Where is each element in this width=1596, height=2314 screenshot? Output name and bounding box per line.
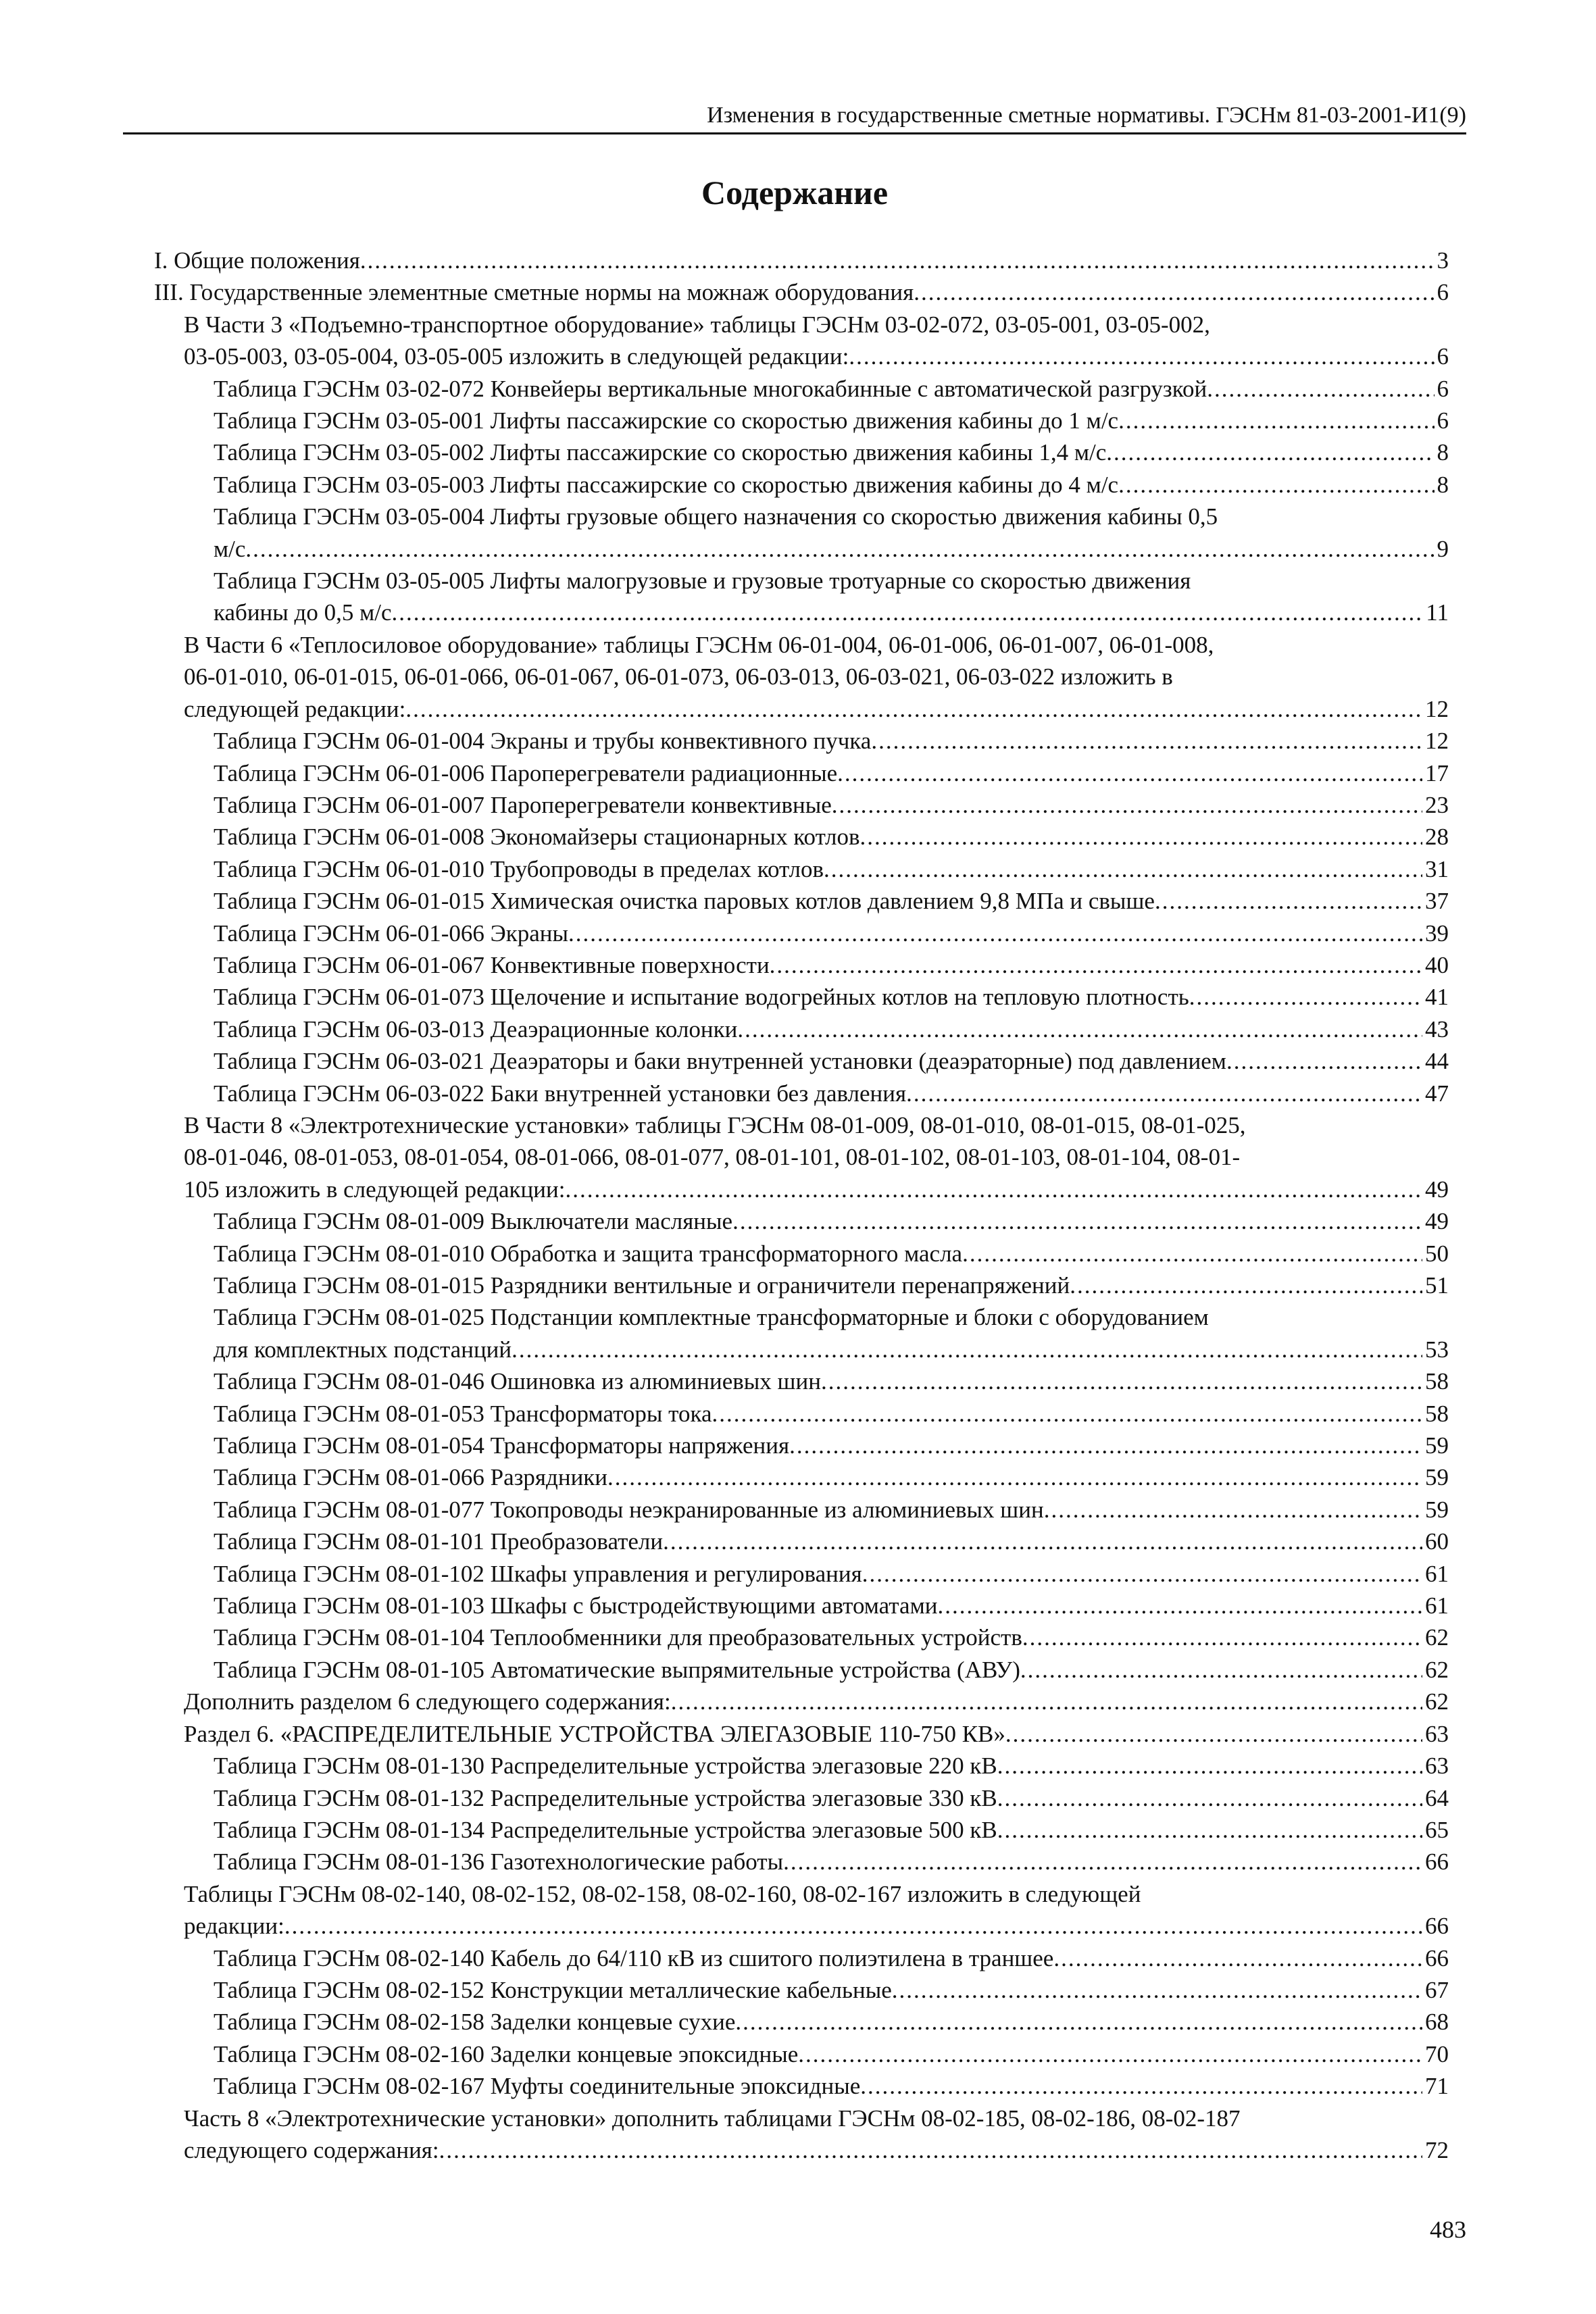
dot-leader [862,1558,1422,1590]
toc-page-number: 58 [1425,1368,1449,1395]
toc-page-number: 9 [1437,535,1449,562]
toc-entry-text: Таблица ГЭСНм 08-02-158 Заделки концевые сухие [214,2009,736,2036]
dot-leader [405,693,1422,725]
toc-entry-line [214,1942,1449,1974]
toc-entry[interactable] [154,565,1449,629]
toc-page-number: 31 [1425,855,1449,882]
toc-entry[interactable] [154,885,1449,917]
toc-entry[interactable] [154,245,1449,276]
toc-entry-line [184,1910,1449,1942]
toc-entry-text: м/с [214,535,246,562]
toc-page-number: 50 [1425,1240,1449,1267]
toc-entry-text: Таблица ГЭСНм 08-01-077 Токопроводы неэкранированные из алюминиевых шин [214,1496,1044,1523]
dot-leader [962,1238,1422,1269]
toc-entry[interactable] [154,1301,1449,1365]
toc-entry[interactable] [154,1205,1449,1237]
toc-entry-text: В Части 8 «Электротехнические установки» таблицы ГЭСНм 08-01-009, 08-01-010, 08-01-015, 08-01-025, [184,1111,1246,1138]
dot-leader [871,725,1422,757]
toc-entry-text: Таблица ГЭСНм 08-01-102 Шкафы управления и регулирования [214,1560,862,1587]
dot-leader [671,1686,1422,1717]
toc-entry-text: Таблица ГЭСНм 03-05-003 Лифты пассажирские со скоростью движения кабины до 4 м/с [214,471,1119,498]
dot-leader [849,341,1434,372]
toc-entry[interactable] [154,629,1449,725]
toc-entry[interactable] [154,821,1449,853]
toc-page-number: 59 [1425,1464,1449,1491]
toc-page-number: 40 [1425,951,1449,978]
toc-entry-text: Таблица ГЭСНм 03-05-002 Лифты пассажирские со скоростью движения кабины 1,4 м/с [214,439,1107,466]
toc-page-number: 66 [1425,1913,1449,1940]
toc-entry-line [214,405,1449,436]
toc-entry-text: Таблица ГЭСНм 08-01-054 Трансформаторы напряжения [214,1432,790,1459]
toc-entry-text: Таблица ГЭСНм 06-01-073 Щелочение и испытание водогрейных котлов на тепловую плотность [214,984,1189,1011]
dot-leader [789,1430,1422,1461]
toc-entry-line [214,949,1449,981]
toc-page-number: 39 [1425,920,1449,947]
toc-entry[interactable] [154,469,1449,501]
toc-page-number: 62 [1425,1656,1449,1683]
toc-entry-line [214,1013,1449,1045]
toc-entry-line [214,1814,1449,1846]
toc-entry[interactable] [154,949,1449,981]
toc-entry-line [214,725,1449,757]
toc-entry[interactable] [154,1461,1449,1493]
toc-entry[interactable] [154,1558,1449,1590]
toc-page-number: 66 [1425,1848,1449,1876]
toc-page-number: 64 [1425,1784,1449,1811]
toc-page-number: 28 [1425,824,1449,851]
toc-entry-line [214,436,1449,468]
toc-page-number: 44 [1425,1048,1449,1075]
toc-entry[interactable] [154,917,1449,949]
dot-leader [860,821,1422,853]
dot-leader [997,1814,1422,1846]
toc-entry-text: Таблица ГЭСНм 06-01-007 Пароперегреватели конвективные [214,791,832,818]
toc-entry-text: Таблица ГЭСНм 08-01-104 Теплообменники для преобразовательных устройств [214,1624,1022,1651]
toc-page-number: 71 [1425,2073,1449,2100]
toc-entry-line [184,1174,1449,1205]
toc-page-number: 61 [1425,1592,1449,1619]
toc-page-number: 58 [1425,1400,1449,1427]
toc-entry-text: Таблица ГЭСНм 08-01-101 Преобразователи [214,1528,664,1555]
dot-leader [1189,981,1422,1013]
toc-entry-line [214,1654,1449,1686]
toc-entry[interactable] [154,1750,1449,1782]
toc-entry-line [214,1238,1449,1269]
dot-leader [997,1750,1422,1782]
toc-page-number: 23 [1425,791,1449,818]
toc-entry-text: Дополнить разделом 6 следующего содержания: [184,1688,671,1715]
toc-entry-line [214,2006,1449,2038]
dot-leader [439,2134,1422,2166]
toc-entry-line [214,1365,1449,1397]
toc-entry[interactable] [154,1238,1449,1269]
dot-leader [737,1013,1422,1045]
page-title: Содержание [701,174,889,211]
toc-entry-text: Таблица ГЭСНм 08-01-053 Трансформаторы тока [214,1400,712,1427]
toc-page-number: 68 [1425,2009,1449,2036]
toc-entry-line [214,533,1449,565]
dot-leader [735,2006,1422,2038]
dot-leader [607,1461,1422,1493]
toc-entry-text: Таблица ГЭСНм 06-03-021 Деаэраторы и баки внутренней установки (деаэраторные) под давлением [214,1048,1226,1075]
toc-page-number: 11 [1426,599,1449,626]
dot-leader [284,1910,1422,1942]
toc-entry-line [214,1045,1449,1077]
toc-entry-line [214,789,1449,821]
toc-page-number: 12 [1425,695,1449,722]
toc-entry[interactable] [154,1590,1449,1621]
toc-entry-line [214,1558,1449,1590]
toc-entry-text: Таблица ГЭСНм 06-01-010 Трубопроводы в пределах котлов [214,855,824,882]
dot-leader [732,1205,1422,1237]
toc-page-number: 66 [1425,1944,1449,1971]
running-header: Изменения в государственные сметные нормативы. ГЭСНм 81-03-2001-И1(9) [707,103,1466,128]
toc-entry[interactable] [154,1013,1449,1045]
dot-leader [1118,469,1434,501]
toc-entry-text: 105 изложить в следующей редакции: [184,1176,566,1203]
toc-entry-text: Таблица ГЭСНм 08-01-134 Распределительные устройства элегазовые 500 кВ [214,1816,997,1843]
toc-entry[interactable] [154,2103,1449,2167]
toc-page-number: 49 [1425,1208,1449,1235]
dot-leader [1022,1621,1422,1653]
toc-entry[interactable] [154,1526,1449,1557]
dot-leader [832,789,1422,821]
toc-entry[interactable] [154,1398,1449,1430]
toc-entry[interactable] [154,981,1449,1013]
toc-entry-line [214,469,1449,501]
toc-entry[interactable] [154,1494,1449,1526]
dot-leader [1207,373,1434,405]
dot-leader [1226,1045,1422,1077]
dot-leader [568,917,1422,949]
dot-leader [824,853,1422,885]
dot-leader [1106,436,1434,468]
toc-entry-text: Таблица ГЭСНм 08-01-046 Ошиновка из алюминиевых шин [214,1368,821,1395]
toc-entry-line [214,981,1449,1013]
toc-page-number: 72 [1425,2136,1449,2163]
toc-entry-text: Таблица ГЭСНм 03-02-072 Конвейеры вертикальные многокабинные с автоматической разгрузкой [214,375,1207,402]
toc-entry-text: Часть 8 «Электротехнические установки» дополнить таблицами ГЭСНм 08-02-185, 08-02-186, 08-02-187 [184,2105,1241,2132]
toc-entry-text: Таблица ГЭСНм 06-01-004 Экраны и трубы конвективного пучка [214,728,872,755]
toc-entry[interactable] [154,1974,1449,2006]
toc-entry[interactable] [154,1782,1449,1814]
dot-leader [245,533,1434,565]
toc-entry-text: Таблица ГЭСНм 06-01-067 Конвективные поверхности [214,951,770,978]
dot-leader [1053,1942,1422,1974]
page-number: 483 [1430,2216,1466,2243]
toc-entry[interactable] [154,1814,1449,1846]
toc-entry-line [214,1974,1449,2006]
toc-page-number: 59 [1425,1496,1449,1523]
toc-entry[interactable] [154,789,1449,821]
toc-page-number: 51 [1425,1272,1449,1299]
toc-entry-text: Таблица ГЭСНм 08-01-132 Распределительные устройства элегазовые 330 кВ [214,1784,997,1811]
dot-leader [1020,1654,1422,1686]
toc-entry-line [214,1269,1449,1301]
toc-entry-text: Таблица ГЭСНм 08-02-160 Заделки концевые эпоксидные [214,2040,799,2067]
dot-leader [937,1590,1422,1621]
toc-entry-text: В Части 6 «Теплосиловое оборудование» таблицы ГЭСНм 06-01-004, 06-01-006, 06-01-007, 06-01-008, [184,631,1214,658]
toc-entry-text: Таблица ГЭСНм 03-05-004 Лифты грузовые общего назначения со скоростью движения кабины 0,5 [214,503,1218,530]
dot-leader [512,1334,1422,1365]
toc-page-number: 3 [1437,247,1449,274]
toc-entry[interactable] [154,373,1449,405]
toc-entry[interactable] [154,436,1449,468]
toc-entry-line [184,1686,1449,1717]
dot-leader [1155,885,1422,917]
toc-entry-line [214,1846,1449,1878]
toc-entry-text: для комплектных подстанций [214,1336,512,1363]
toc-entry-line [184,2134,1449,2166]
toc-entry-line [214,1782,1449,1814]
toc-entry-line [154,276,1449,308]
toc-entry-text: Таблица ГЭСНм 08-01-130 Распределительные устройства элегазовые 220 кВ [214,1753,997,1780]
toc-entry-text: Таблица ГЭСНм 06-03-013 Деаэрационные колонки [214,1015,738,1042]
toc-entry-line [184,693,1449,725]
toc-entry[interactable] [154,1718,1449,1750]
toc-entry-line [214,373,1449,405]
toc-entry-text: следующего содержания: [184,2136,439,2163]
toc-entry-text: Таблица ГЭСНм 06-01-006 Пароперегреватели радиационные [214,759,838,786]
toc-entry-text: Таблица ГЭСНм 06-03-022 Баки внутренней установки без давления [214,1080,907,1107]
toc-entry-text: Таблица ГЭСНм 08-01-103 Шкафы с быстродействующими автоматами [214,1592,938,1619]
toc-entry-line [214,2038,1449,2070]
dot-leader [906,1078,1422,1109]
toc-entry-text: Таблица ГЭСНм 08-01-136 Газотехнологические работы [214,1848,784,1876]
toc-entry-text: Таблица ГЭСНм 03-05-001 Лифты пассажирские со скоростью движения кабины до 1 м/с [214,407,1119,434]
toc-entry[interactable] [154,276,1449,308]
toc-entry-line [214,1430,1449,1461]
toc-page-number: 6 [1437,375,1449,402]
toc-entry-line [214,597,1449,628]
toc-page-number: 60 [1425,1528,1449,1555]
toc-entry-text: 06-01-010, 06-01-015, 06-01-066, 06-01-067, 06-01-073, 06-03-013, 06-03-021, 06-03-022 изложить в [184,663,1173,690]
toc-entry-line [214,1205,1449,1237]
toc-page-number: 17 [1425,759,1449,786]
table-of-contents [154,245,1449,2166]
toc-page-number: 62 [1425,1688,1449,1715]
toc-entry-text: В Части 3 «Подъемно-транспортное оборудование» таблицы ГЭСНм 03-02-072, 03-05-001, 03-05-002, [184,311,1210,338]
dot-leader [798,2038,1422,2070]
toc-entry[interactable] [154,1269,1449,1301]
toc-entry-text: Таблица ГЭСНм 08-02-167 Муфты соединительные эпоксидные [214,2073,861,2100]
toc-page-number: 49 [1425,1176,1449,1203]
dot-leader [565,1174,1422,1205]
toc-entry-text: Таблица ГЭСНм 08-01-025 Подстанции комплектные трансформаторные и блоки с оборудованием [214,1304,1209,1331]
toc-entry[interactable] [154,501,1449,565]
toc-entry-text: III. Государственные элементные сметные нормы на можнаж оборудования [154,279,914,306]
toc-page-number: 53 [1425,1336,1449,1363]
toc-entry-text: Таблица ГЭСНм 08-01-105 Автоматические выпрямительные устройства (АВУ) [214,1656,1020,1683]
toc-page-number: 6 [1437,343,1449,370]
toc-entry[interactable] [154,2038,1449,2070]
toc-entry[interactable] [154,1686,1449,1717]
toc-entry[interactable] [154,309,1449,373]
toc-entry-text: кабины до 0,5 м/с [214,599,392,626]
dot-leader [1070,1269,1422,1301]
toc-entry[interactable] [154,2070,1449,2102]
toc-entry-text: Таблица ГЭСНм 03-05-005 Лифты малогрузовые и грузовые тротуарные со скоростью движения [214,568,1191,595]
toc-entry[interactable] [154,725,1449,757]
toc-entry-text: Раздел 6. «РАСПРЕДЕЛИТЕЛЬНЫЕ УСТРОЙСТВА ЭЛЕГАЗОВЫЕ 110-750 КВ» [184,1720,1005,1747]
dot-leader [770,949,1422,981]
toc-entry-line [214,1398,1449,1430]
toc-entry-text: Таблица ГЭСНм 08-02-140 Кабель до 64/110 кВ из сшитого полиэтилена в траншее [214,1944,1054,1971]
dot-leader [392,597,1424,628]
toc-page-number: 63 [1425,1753,1449,1780]
toc-entry-line [214,1078,1449,1109]
toc-entry-text: I. Общие положения [154,247,360,274]
toc-page-number: 41 [1425,984,1449,1011]
toc-entry[interactable] [154,1878,1449,1942]
toc-entry-text: редакции: [184,1913,284,1940]
dot-leader [892,1974,1422,2006]
toc-entry-line [154,245,1449,276]
toc-entry-text: 03-05-003, 03-05-004, 03-05-005 изложить в следующей редакции: [184,343,849,370]
toc-entry[interactable] [154,1109,1449,1205]
toc-entry-line [214,853,1449,885]
toc-page-number: 62 [1425,1624,1449,1651]
toc-entry[interactable] [154,1942,1449,1974]
toc-page-number: 59 [1425,1432,1449,1459]
toc-entry-line [214,885,1449,917]
toc-entry-text: Таблицы ГЭСНм 08-02-140, 08-02-152, 08-02-158, 08-02-160, 08-02-167 изложить в следующей [184,1880,1141,1907]
dot-leader [783,1846,1422,1878]
dot-leader [914,276,1434,308]
toc-entry-line [214,1590,1449,1621]
toc-entry[interactable] [154,1846,1449,1878]
header-rule [123,132,1466,134]
toc-page-number: 65 [1425,1816,1449,1843]
dot-leader [712,1398,1422,1430]
toc-entry-line [184,1718,1449,1750]
toc-page-number: 8 [1437,439,1449,466]
toc-entry-line [214,1461,1449,1493]
toc-page-number: 37 [1425,888,1449,915]
toc-entry-line [214,757,1449,789]
toc-entry-line [214,1621,1449,1653]
toc-page-number: 61 [1425,1560,1449,1587]
dot-leader [821,1365,1422,1397]
toc-entry-text: Таблица ГЭСНм 08-02-152 Конструкции металлические кабельные [214,1976,892,2003]
toc-entry-line [214,821,1449,853]
toc-page-number: 43 [1425,1015,1449,1042]
dot-leader [997,1782,1422,1814]
toc-entry-line [214,1334,1449,1365]
toc-entry-text: Таблица ГЭСНм 08-01-009 Выключатели масляные [214,1208,733,1235]
dot-leader [360,245,1435,276]
toc-entry-line [214,1526,1449,1557]
toc-entry[interactable] [154,405,1449,436]
toc-entry-line [214,1494,1449,1526]
toc-entry-line [214,917,1449,949]
toc-entry-text: Таблица ГЭСНм 06-01-008 Экономайзеры стационарных котлов [214,824,860,851]
toc-page-number: 8 [1437,471,1449,498]
toc-entry-line [214,2070,1449,2102]
dot-leader [1044,1494,1422,1526]
toc-entry[interactable] [154,1654,1449,1686]
toc-entry-text: Таблица ГЭСНм 08-01-015 Разрядники вентильные и ограничители перенапряжений [214,1272,1070,1299]
toc-entry-text: следующей редакции: [184,695,406,722]
toc-entry[interactable] [154,1621,1449,1653]
dot-leader [663,1526,1422,1557]
toc-entry-line [184,341,1449,372]
toc-entry[interactable] [154,853,1449,885]
dot-leader [1005,1718,1422,1750]
toc-page-number: 6 [1437,407,1449,434]
dot-leader [1118,405,1434,436]
toc-entry-text: Таблица ГЭСНм 08-01-010 Обработка и защита трансформаторного масла [214,1240,963,1267]
toc-entry[interactable] [154,1365,1449,1397]
dot-leader [860,2070,1422,2102]
toc-page-number: 6 [1437,279,1449,306]
toc-page-number: 67 [1425,1976,1449,2003]
toc-page-number: 70 [1425,2040,1449,2067]
toc-entry[interactable] [154,1045,1449,1077]
toc-page-number: 47 [1425,1080,1449,1107]
toc-entry-text: Таблица ГЭСНм 06-01-015 Химическая очистка паровых котлов давлением 9,8 МПа и свыше [214,888,1155,915]
toc-entry-text: Таблица ГЭСНм 06-01-066 Экраны [214,920,568,947]
toc-entry[interactable] [154,757,1449,789]
toc-entry[interactable] [154,1078,1449,1109]
toc-entry[interactable] [154,1430,1449,1461]
toc-page-number: 63 [1425,1720,1449,1747]
toc-entry-line [214,1750,1449,1782]
toc-entry[interactable] [154,2006,1449,2038]
toc-entry-text: 08-01-046, 08-01-053, 08-01-054, 08-01-066, 08-01-077, 08-01-101, 08-01-102, 08-01-103, 08-01-104, 08-01- [184,1144,1241,1171]
toc-entry-text: Таблица ГЭСНм 08-01-066 Разрядники [214,1464,608,1491]
dot-leader [837,757,1422,789]
toc-page-number: 12 [1425,728,1449,755]
